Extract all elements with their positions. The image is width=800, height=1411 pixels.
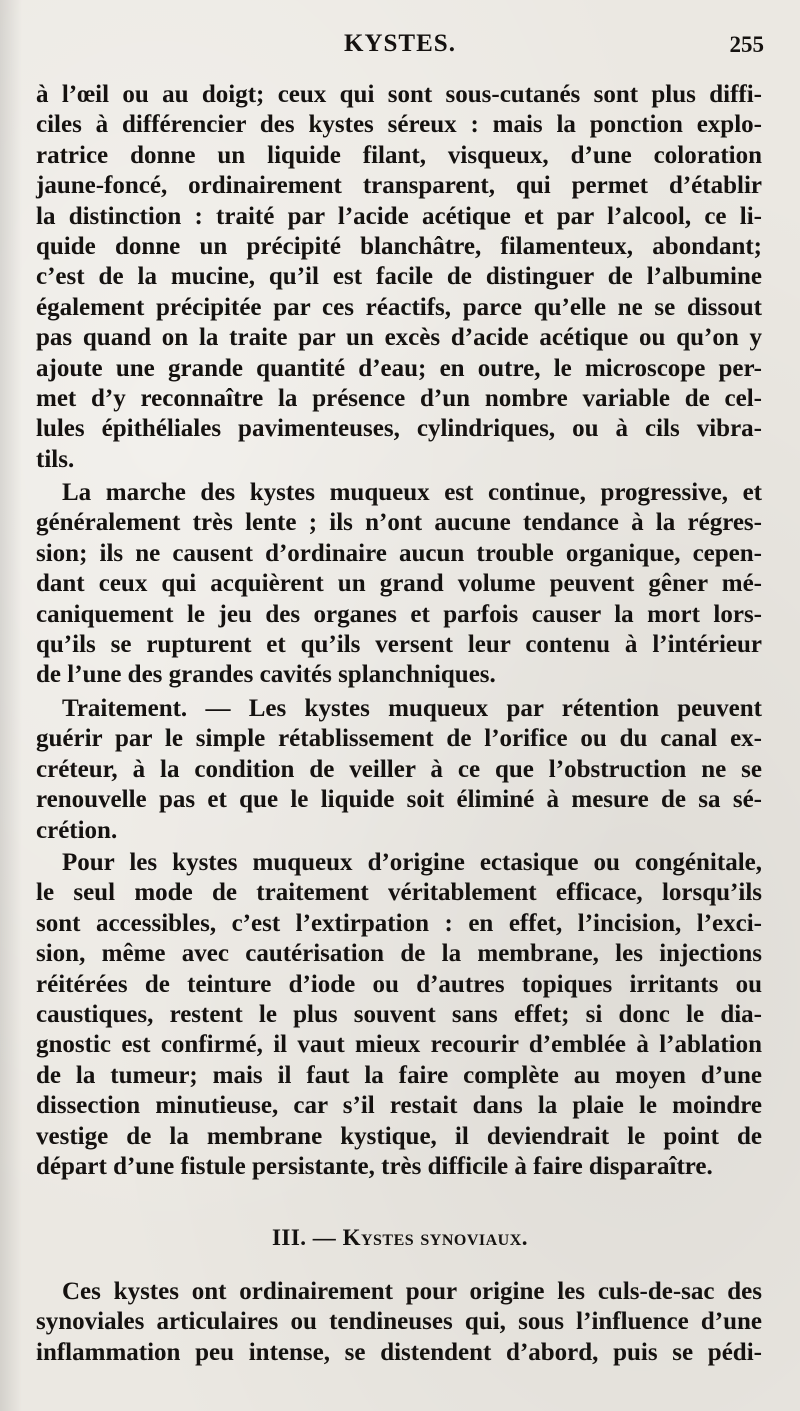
paragraph-diagnosis xyxy=(36,80,762,475)
text-line: quide donne un précipité blanchâtre, filamenteux, abondant; xyxy=(36,233,762,261)
text-line: crétion. xyxy=(36,816,118,844)
section-heading xyxy=(0,1225,800,1251)
paragraph-traitement xyxy=(36,694,762,846)
text-line: tils. xyxy=(36,445,75,473)
running-title: KYSTES. xyxy=(344,30,456,57)
text-line: La marche des kystes muqueux est continue, progressive, et xyxy=(62,479,762,506)
text-line: ciles à différencier des kystes séreux : mais la ponction explo- xyxy=(36,111,762,139)
text-line: créteur, à la condition de veiller à ce que l’obstruction ne se xyxy=(36,755,762,783)
section-number: III. — xyxy=(271,1225,337,1250)
text-line: met d’y reconnaître la présence d’un nombre variable de cel- xyxy=(36,385,762,413)
text-line: caustiques, restent le plus souvent sans effet; si donc le dia- xyxy=(36,1001,762,1029)
paragraph-extirpation xyxy=(36,848,762,1182)
text-line: pas quand on la traite par un excès d’acide acétique ou qu’on y xyxy=(36,324,762,352)
text-line: caniquement le jeu des organes et parfois causer la mort lors- xyxy=(36,600,762,628)
text-line: vestige de la membrane kystique, il deviendrait le point de xyxy=(36,1122,762,1150)
paragraph-synoviaux xyxy=(36,1277,762,1368)
text-line: réitérées de teinture d’iode ou d’autres topiques irritants ou xyxy=(36,970,762,998)
text-line: lules épithéliales pavimenteuses, cylindriques, ou à cils vibra- xyxy=(36,415,762,443)
text-line: Traitement. — Les kystes muqueux par rétention peuvent xyxy=(62,695,762,722)
section-title: Kystes synoviaux. xyxy=(342,1225,529,1250)
text-line: ajoute une grande quantité d’eau; en outre, le microscope per- xyxy=(36,354,762,382)
text-line: Ces kystes ont ordinairement pour origine les culs-de-sac des xyxy=(62,1278,762,1305)
paragraph-marche xyxy=(36,478,762,691)
text-line: c’est de la mucine, qu’il est facile de distinguer de l’albumine xyxy=(36,263,762,291)
text-line: ratrice donne un liquide filant, visqueux, d’une coloration xyxy=(36,141,762,169)
text-line: la distinction : traité par l’acide acétique et par l’alcool, ce li- xyxy=(36,202,762,230)
text-line: jaune-foncé, ordinairement transparent, qui permet d’établir xyxy=(36,172,762,200)
text-line: synoviales articulaires ou tendineuses qui, sous l’influence d’une xyxy=(36,1308,762,1336)
text-line: dissection minutieuse, car s’il restait dans la plaie le moindre xyxy=(36,1092,762,1120)
text-line: départ d’une fistule persistante, très difficile à faire disparaître. xyxy=(36,1153,713,1181)
text-line: inflammation peu intense, se distendent d’abord, puis se pédi- xyxy=(36,1338,762,1366)
text-line: à l’œil ou au doigt; ceux qui sont sous-cutanés sont plus diffi- xyxy=(36,81,762,108)
text-line: de l’une des grandes cavités splanchniques. xyxy=(36,661,496,689)
text-line: sion; ils ne causent d’ordinaire aucun trouble organique, cepen- xyxy=(36,539,762,567)
text-line: le seul mode de traitement véritablement efficace, lorsqu’ils xyxy=(36,879,762,907)
text-line: également précipitée par ces réactifs, parce qu’elle ne se dissout xyxy=(36,293,762,321)
text-line: sont accessibles, c’est l’extirpation : en effet, l’incision, l’exci- xyxy=(36,909,762,937)
page-header xyxy=(36,30,764,66)
text-line: de la tumeur; mais il faut la faire complète au moyen d’une xyxy=(36,1061,762,1089)
text-line: Pour les kystes muqueux d’origine ectasique ou congénitale, xyxy=(62,849,762,876)
text-line: sion, même avec cautérisation de la membrane, les injections xyxy=(36,940,762,968)
text-line: généralement très lente ; ils n’ont aucune tendance à la régres- xyxy=(36,509,762,537)
text-line: guérir par le simple rétablissement de l’orifice ou du canal ex- xyxy=(36,725,762,753)
page-number: 255 xyxy=(729,32,764,57)
text-line: dant ceux qui acquièrent un grand volume peuvent gêner mé- xyxy=(36,570,762,598)
binding-shadow xyxy=(0,0,22,1411)
text-line: renouvelle pas et que le liquide soit éliminé à mesure de sa sé- xyxy=(36,786,762,814)
text-line: qu’ils se rupturent et qu’ils versent leur contenu à l’intérieur xyxy=(36,631,762,659)
text-line: gnostic est confirmé, il vaut mieux recourir d’emblée à l’ablation xyxy=(36,1031,762,1059)
